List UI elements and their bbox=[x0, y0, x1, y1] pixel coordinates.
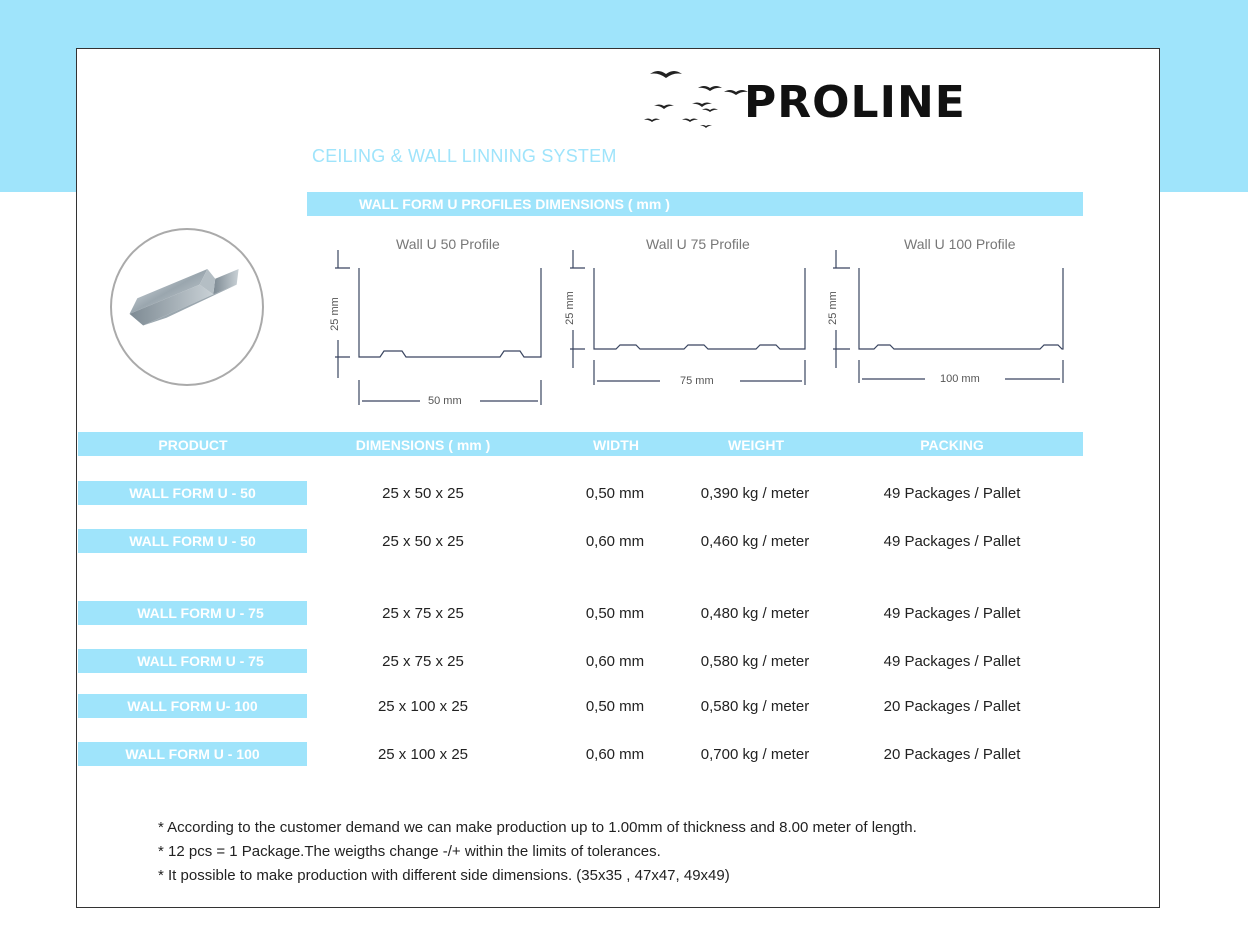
header-packing: PACKING bbox=[920, 437, 984, 453]
width-value: 0,60 mm bbox=[585, 653, 645, 670]
header-weight: WEIGHT bbox=[728, 437, 784, 453]
height-label-u75: 25 mm bbox=[563, 291, 576, 325]
packing-value: 49 Packages / Pallet bbox=[883, 653, 1021, 670]
dimensions-value: 25 x 50 x 25 bbox=[382, 485, 464, 502]
u100-profile-shape bbox=[859, 268, 1063, 349]
width-value: 0,50 mm bbox=[585, 485, 645, 502]
width-label-u100: 100 mm bbox=[940, 373, 980, 385]
profile-title-u75: Wall U 75 Profile bbox=[646, 236, 750, 252]
dimensions-value: 25 x 100 x 25 bbox=[377, 746, 469, 763]
product-name: WALL FORM U- 100 bbox=[78, 694, 307, 718]
height-label-u50: 25 mm bbox=[328, 297, 341, 331]
weight-value: 0,460 kg / meter bbox=[700, 533, 810, 550]
weight-value: 0,390 kg / meter bbox=[700, 485, 810, 502]
weight-value: 0,580 kg / meter bbox=[700, 653, 810, 670]
dimensions-value: 25 x 75 x 25 bbox=[382, 653, 464, 670]
weight-value: 0,700 kg / meter bbox=[700, 746, 810, 763]
dimensions-value: 25 x 100 x 25 bbox=[377, 698, 469, 715]
product-name: WALL FORM U - 75 bbox=[78, 649, 307, 673]
packing-value: 49 Packages / Pallet bbox=[883, 533, 1021, 550]
note-line: * It possible to make production with different side dimensions. (35x35 , 47x47, 49x49) bbox=[158, 867, 730, 884]
dimensions-value: 25 x 75 x 25 bbox=[382, 605, 464, 622]
profile-title-u50: Wall U 50 Profile bbox=[396, 236, 500, 252]
packing-value: 49 Packages / Pallet bbox=[883, 605, 1021, 622]
packing-value: 20 Packages / Pallet bbox=[883, 746, 1021, 763]
width-value: 0,50 mm bbox=[585, 698, 645, 715]
u75-profile-shape bbox=[594, 268, 805, 349]
width-label-u50: 50 mm bbox=[428, 395, 462, 407]
product-name: WALL FORM U - 50 bbox=[78, 529, 307, 553]
width-value: 0,60 mm bbox=[585, 533, 645, 550]
dimensions-value: 25 x 50 x 25 bbox=[382, 533, 464, 550]
u50-profile-shape bbox=[359, 268, 541, 357]
width-label-u75: 75 mm bbox=[680, 375, 714, 387]
weight-value: 0,480 kg / meter bbox=[700, 605, 810, 622]
packing-value: 49 Packages / Pallet bbox=[883, 485, 1021, 502]
brand-logo-text: PROLINE bbox=[744, 77, 966, 128]
profile-title-u100: Wall U 100 Profile bbox=[904, 236, 1016, 252]
notes bbox=[158, 816, 917, 888]
header-width: WIDTH bbox=[593, 437, 639, 453]
note-line: * 12 pcs = 1 Package.The weigths change -/+ within the limits of tolerances. bbox=[158, 843, 661, 860]
product-name: WALL FORM U - 75 bbox=[78, 601, 307, 625]
product-name: WALL FORM U - 50 bbox=[78, 481, 307, 505]
packing-value: 20 Packages / Pallet bbox=[883, 698, 1021, 715]
width-value: 0,50 mm bbox=[585, 605, 645, 622]
header-dimensions: DIMENSIONS ( mm ) bbox=[355, 437, 491, 453]
dimensions-title-bar: WALL FORM U PROFILES DIMENSIONS ( mm ) bbox=[307, 192, 1083, 216]
width-value: 0,60 mm bbox=[585, 746, 645, 763]
product-name: WALL FORM U - 100 bbox=[78, 742, 307, 766]
height-label-u100: 25 mm bbox=[826, 291, 839, 325]
header-product: PRODUCT bbox=[158, 437, 228, 453]
weight-value: 0,580 kg / meter bbox=[700, 698, 810, 715]
system-title: CEILING & WALL LINNING SYSTEM bbox=[312, 146, 617, 166]
table-header bbox=[78, 432, 1083, 456]
note-line: * According to the customer demand we can make production up to 1.00mm of thickness and 8.00 meter of length. bbox=[158, 819, 917, 836]
